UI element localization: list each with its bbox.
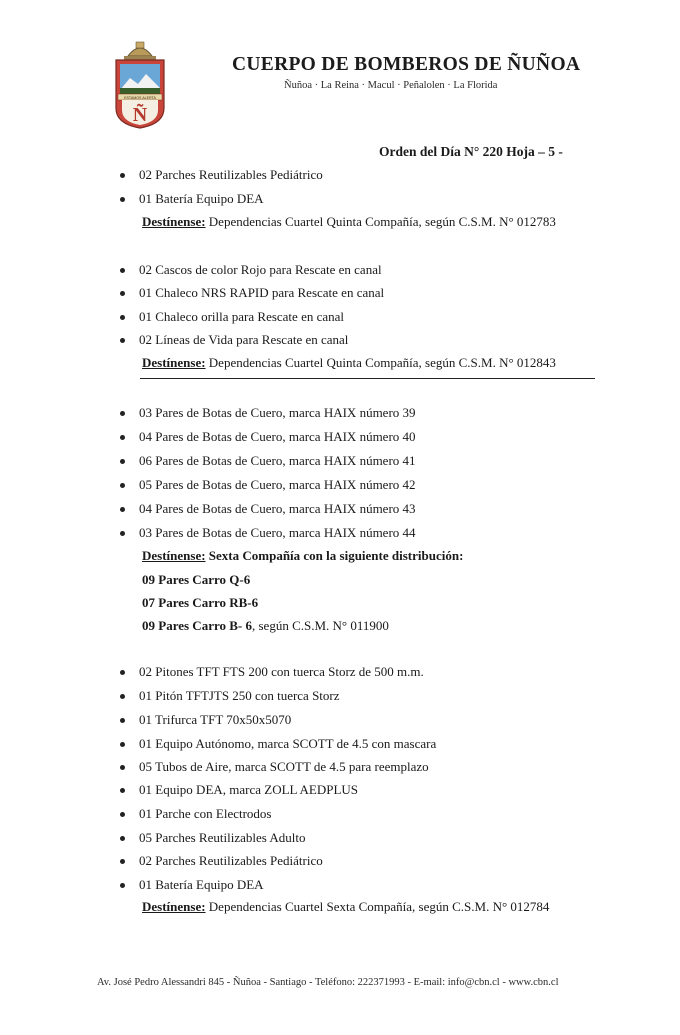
separator-line — [140, 378, 595, 379]
list-item: 01 Batería Equipo DEA — [120, 191, 264, 207]
bullet-icon — [120, 718, 125, 723]
list-item: 02 Pitones TFT FTS 200 con tuerca Storz de 500 m.m. — [120, 664, 424, 680]
organization-subtitle: Ñuñoa · La Reina · Macul · Peñalolen · La Florida — [284, 80, 498, 91]
list-item: 01 Pitón TFTJTS 250 con tuerca Storz — [120, 688, 340, 704]
bullet-icon — [120, 435, 125, 440]
bullet-icon — [120, 694, 125, 699]
bullet-icon — [120, 268, 125, 273]
bullet-icon — [120, 411, 125, 416]
bullet-icon — [120, 859, 125, 864]
bullet-icon — [120, 459, 125, 464]
bullet-icon — [120, 315, 125, 320]
order-of-day: Orden del Día N° 220 Hoja – 5 - — [379, 144, 563, 159]
page-footer: Av. José Pedro Alessandri 845 - Ñuñoa - Santiago - Teléfono: 222371993 - E-mail: info@cbn.cl - www.cbn.cl — [97, 977, 559, 988]
distribution-line: 09 Pares Carro Q-6 — [142, 572, 251, 587]
list-item: 05 Pares de Botas de Cuero, marca HAIX número 42 — [120, 477, 416, 493]
bullet-icon — [120, 531, 125, 536]
bullet-icon — [120, 173, 125, 178]
list-item: 01 Equipo Autónomo, marca SCOTT de 4.5 con mascara — [120, 736, 436, 752]
list-item: 01 Chaleco NRS RAPID para Rescate en canal — [120, 285, 384, 301]
bullet-icon — [120, 670, 125, 675]
list-item: 03 Pares de Botas de Cuero, marca HAIX número 39 — [120, 405, 416, 421]
list-item: 03 Pares de Botas de Cuero, marca HAIX número 44 — [120, 525, 416, 541]
bullet-icon — [120, 788, 125, 793]
list-item: 05 Tubos de Aire, marca SCOTT de 4.5 para reemplazo — [120, 759, 429, 775]
list-item: 01 Parche con Electrodos — [120, 806, 271, 822]
list-item: 02 Parches Reutilizables Pediátrico — [120, 167, 323, 183]
bullet-icon — [120, 742, 125, 747]
list-item: 04 Pares de Botas de Cuero, marca HAIX número 43 — [120, 501, 416, 517]
destination-line: Destínense: Sexta Compañía con la siguiente distribución: — [142, 548, 464, 563]
list-item: 04 Pares de Botas de Cuero, marca HAIX número 40 — [120, 429, 416, 445]
list-item: 01 Trifurca TFT 70x50x5070 — [120, 712, 291, 728]
bullet-icon — [120, 338, 125, 343]
bullet-icon — [120, 765, 125, 770]
list-item: 01 Equipo DEA, marca ZOLL AEDPLUS — [120, 782, 358, 798]
bullet-icon — [120, 812, 125, 817]
list-item: 01 Batería Equipo DEA — [120, 877, 264, 893]
destination-line: Destínense: Dependencias Cuartel Quinta Compañía, según C.S.M. N° 012843 — [142, 355, 556, 370]
list-item: 02 Cascos de color Rojo para Rescate en canal — [120, 262, 382, 278]
crest-logo — [110, 38, 170, 130]
distribution-line: 07 Pares Carro RB-6 — [142, 595, 259, 610]
bullet-icon — [120, 883, 125, 888]
organization-title: CUERPO DE BOMBEROS DE ÑUÑOA — [232, 54, 581, 75]
bullet-icon — [120, 836, 125, 841]
crest-motto: ESTAMOS ALERTA — [124, 96, 156, 100]
list-item: 05 Parches Reutilizables Adulto — [120, 830, 305, 846]
list-item: 06 Pares de Botas de Cuero, marca HAIX número 41 — [120, 453, 416, 469]
list-item: 02 Líneas de Vida para Rescate en canal — [120, 332, 348, 348]
list-item: 01 Chaleco orilla para Rescate en canal — [120, 309, 344, 325]
bullet-icon — [120, 507, 125, 512]
bullet-icon — [120, 291, 125, 296]
distribution-line: 09 Pares Carro B- 6, según C.S.M. N° 011900 — [142, 618, 389, 633]
destination-line: Destínense: Dependencias Cuartel Quinta Compañía, según C.S.M. N° 012783 — [142, 214, 556, 229]
crest-letter: Ñ — [132, 104, 148, 126]
destination-line: Destínense: Dependencias Cuartel Sexta Compañía, según C.S.M. N° 012784 — [142, 899, 550, 914]
bullet-icon — [120, 483, 125, 488]
bullet-icon — [120, 197, 125, 202]
list-item: 02 Parches Reutilizables Pediátrico — [120, 853, 323, 869]
